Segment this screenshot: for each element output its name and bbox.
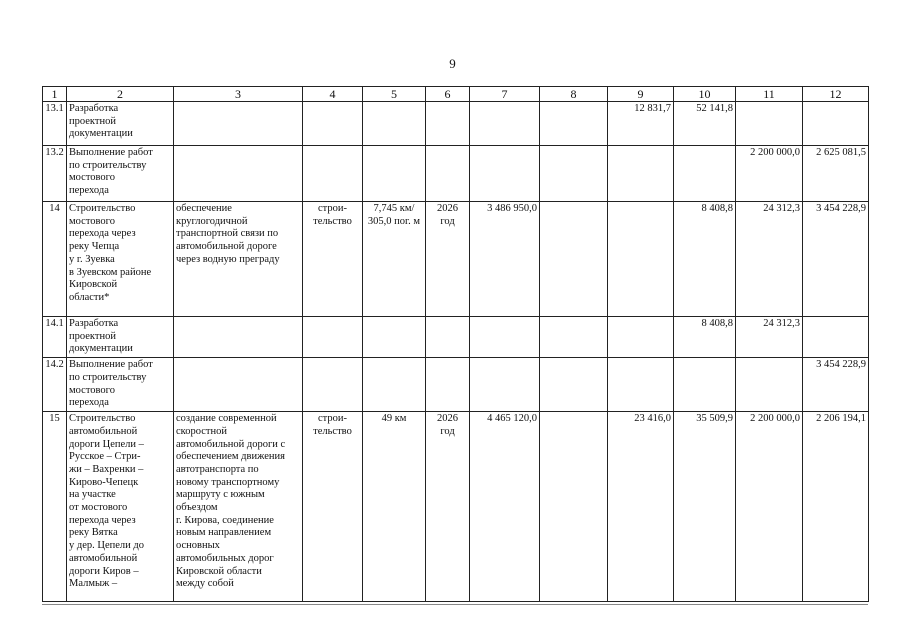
table-row <box>43 358 869 412</box>
value-col10 <box>674 146 736 202</box>
item-name: Разработка проектной документации <box>67 317 174 358</box>
value-col7: 3 486 950,0 <box>470 202 540 317</box>
col-header: 1 <box>43 87 67 102</box>
value-col9 <box>608 358 674 412</box>
value-col12: 3 454 228,9 <box>803 202 869 317</box>
value-col11: 2 200 000,0 <box>736 146 803 202</box>
capacity <box>363 146 426 202</box>
item-name: Выполнение работ по строительству мостового перехода <box>67 358 174 412</box>
purpose <box>174 102 303 146</box>
value-col9 <box>608 202 674 317</box>
value-col11 <box>736 358 803 412</box>
work-type <box>303 358 363 412</box>
value-col11: 24 312,3 <box>736 317 803 358</box>
value-col8 <box>540 102 608 146</box>
item-name: Строительство мостового перехода через реку Чепца у г. Зуевка в Зуевском районе Кировской области* <box>67 202 174 317</box>
value-col12: 2 206 194,1 <box>803 412 869 602</box>
col-header: 3 <box>174 87 303 102</box>
work-type: строи- тельство <box>303 202 363 317</box>
capacity <box>363 358 426 412</box>
purpose: обеспечение круглогодичной транспортной связи по автомобильной дороге через водную преграду <box>174 202 303 317</box>
row-number: 13.1 <box>43 102 67 146</box>
value-col8 <box>540 202 608 317</box>
col-header: 6 <box>426 87 470 102</box>
table-row <box>43 146 869 202</box>
year <box>426 358 470 412</box>
row-number: 14.1 <box>43 317 67 358</box>
purpose <box>174 317 303 358</box>
value-col10: 8 408,8 <box>674 202 736 317</box>
col-header: 7 <box>470 87 540 102</box>
work-type <box>303 317 363 358</box>
purpose: создание современной скоростной автомобильной дороги с обеспечением движения автотранспорта по новому транспортному маршруту с южным объездом г. Кирова, соединение новым направлением основных автомобильных дорог Кировской области между собой <box>174 412 303 602</box>
value-col9: 12 831,7 <box>608 102 674 146</box>
value-col12: 2 625 081,5 <box>803 146 869 202</box>
value-col8 <box>540 317 608 358</box>
work-type <box>303 102 363 146</box>
value-col7 <box>470 317 540 358</box>
value-col12 <box>803 317 869 358</box>
year: 2026 год <box>426 202 470 317</box>
value-col10 <box>674 358 736 412</box>
value-col10: 52 141,8 <box>674 102 736 146</box>
work-type: строи- тельство <box>303 412 363 602</box>
year <box>426 317 470 358</box>
value-col7: 4 465 120,0 <box>470 412 540 602</box>
row-number: 14 <box>43 202 67 317</box>
value-col9 <box>608 317 674 358</box>
year: 2026 год <box>426 412 470 602</box>
item-name: Разработка проектной документации <box>67 102 174 146</box>
col-header: 12 <box>803 87 869 102</box>
value-col11: 2 200 000,0 <box>736 412 803 602</box>
table-row <box>43 102 869 146</box>
col-header: 8 <box>540 87 608 102</box>
table-row <box>43 317 869 358</box>
value-col11: 24 312,3 <box>736 202 803 317</box>
value-col10: 35 509,9 <box>674 412 736 602</box>
value-col12: 3 454 228,9 <box>803 358 869 412</box>
value-col9 <box>608 146 674 202</box>
value-col7 <box>470 146 540 202</box>
capacity: 49 км <box>363 412 426 602</box>
value-col10: 8 408,8 <box>674 317 736 358</box>
value-col8 <box>540 146 608 202</box>
year <box>426 102 470 146</box>
col-header: 2 <box>67 87 174 102</box>
purpose <box>174 146 303 202</box>
value-col12 <box>803 102 869 146</box>
row-number: 15 <box>43 412 67 602</box>
work-type <box>303 146 363 202</box>
row-number: 14.2 <box>43 358 67 412</box>
data-table <box>42 86 869 602</box>
item-name: Строительство автомобильной дороги Цепели – Русское – Стри- жи – Вахренки – Кирово-Чепецк на участке от мостового перехода через реку Вятка у дер. Цепели до автомобильной дороги Киров – Малмыж – <box>67 412 174 602</box>
capacity <box>363 102 426 146</box>
capacity <box>363 317 426 358</box>
col-header: 4 <box>303 87 363 102</box>
value-col11 <box>736 102 803 146</box>
col-header: 11 <box>736 87 803 102</box>
value-col7 <box>470 358 540 412</box>
header-row <box>43 87 869 102</box>
col-header: 10 <box>674 87 736 102</box>
item-name: Выполнение работ по строительству мостового перехода <box>67 146 174 202</box>
capacity: 7,745 км/ 305,0 пог. м <box>363 202 426 317</box>
page-bottom-rule <box>42 604 868 605</box>
col-header: 9 <box>608 87 674 102</box>
purpose <box>174 358 303 412</box>
table-row <box>43 412 869 602</box>
value-col8 <box>540 412 608 602</box>
value-col9: 23 416,0 <box>608 412 674 602</box>
row-number: 13.2 <box>43 146 67 202</box>
page-number: 9 <box>449 56 456 71</box>
value-col7 <box>470 102 540 146</box>
year <box>426 146 470 202</box>
value-col8 <box>540 358 608 412</box>
table-row <box>43 202 869 317</box>
col-header: 5 <box>363 87 426 102</box>
